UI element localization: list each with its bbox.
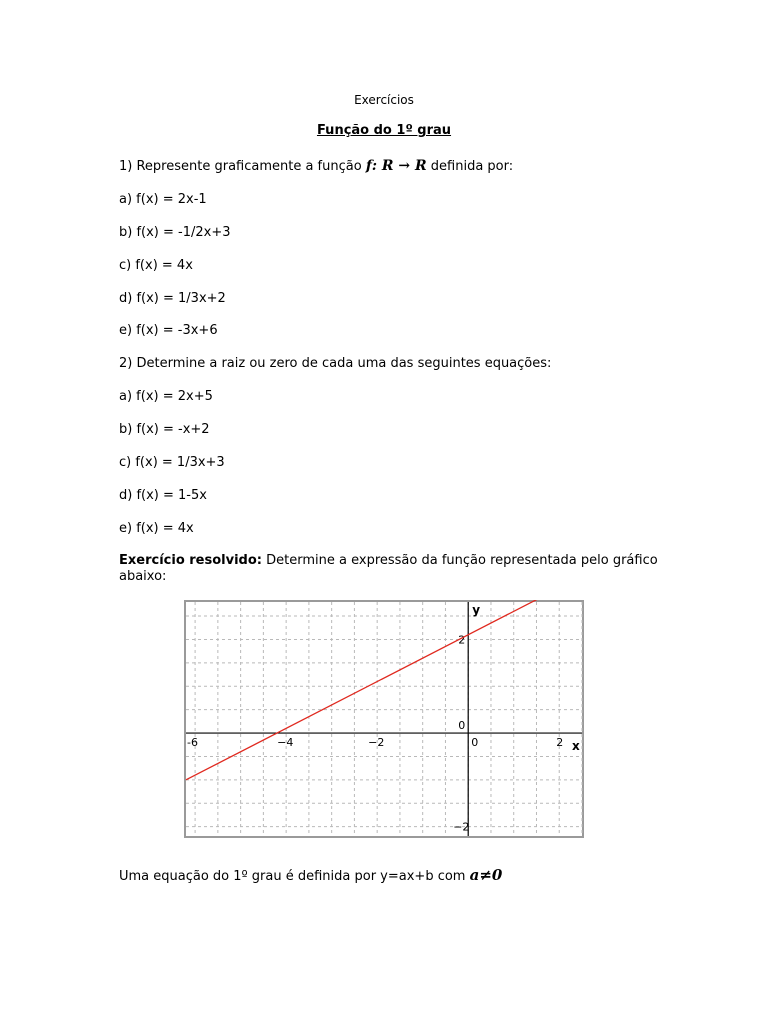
q1-item-e: e) f(x) = -3x+6 <box>119 323 218 338</box>
function-graph <box>184 600 584 838</box>
x-tick-label: 2 <box>556 736 564 750</box>
page-title: Exercícios <box>354 93 414 107</box>
q2-item-a: a) f(x) = 2x+5 <box>119 389 213 404</box>
y-tick-label: 0 <box>458 719 466 733</box>
graph-frame <box>185 601 583 837</box>
y-tick-label: −2 <box>453 820 470 834</box>
footer-line <box>119 867 502 885</box>
nonzero-condition: a≠0 <box>469 866 503 884</box>
x-axis-label: x <box>572 739 580 754</box>
q1-item-d: d) f(x) = 1/3x+2 <box>119 291 226 306</box>
q1-item-b: b) f(x) = -1/2x+3 <box>119 225 231 240</box>
question-2-intro: 2) Determine a raiz ou zero de cada uma das seguintes equações: <box>119 356 552 371</box>
solved-exercise-label: Exercício resolvido: <box>119 553 262 568</box>
footer-text: Uma equação do 1º grau é definida por y=ax+b com <box>119 869 466 884</box>
question-1-intro-text: 1) Represente graficamente a função <box>119 159 362 174</box>
section-title: Função do 1º grau <box>316 123 452 138</box>
solved-exercise-prompt <box>119 553 659 585</box>
q1-item-a: a) f(x) = 2x-1 <box>119 192 207 207</box>
graph-grid <box>185 601 583 837</box>
x-tick-label: -6 <box>187 736 198 750</box>
question-1-intro-tail: definida por: <box>430 159 514 174</box>
solved-exercise-text: Determine a expressão da função representada pelo gráfico abaixo: <box>119 553 658 584</box>
question-1-intro <box>119 158 513 175</box>
q2-item-e: e) f(x) = 4x <box>119 521 194 536</box>
x-tick-label: −2 <box>368 736 385 750</box>
x-tick-label: −4 <box>277 736 294 750</box>
y-axis-label: y <box>472 603 481 617</box>
q2-item-c: c) f(x) = 1/3x+3 <box>119 455 225 470</box>
q2-item-d: d) f(x) = 1-5x <box>119 488 207 503</box>
q2-item-b: b) f(x) = -x+2 <box>119 422 210 437</box>
q1-item-c: c) f(x) = 4x <box>119 258 193 273</box>
y-tick-label: 2 <box>458 633 466 647</box>
function-mapping-symbol: f: R → R <box>365 158 427 174</box>
x-tick-label: 0 <box>471 736 479 750</box>
